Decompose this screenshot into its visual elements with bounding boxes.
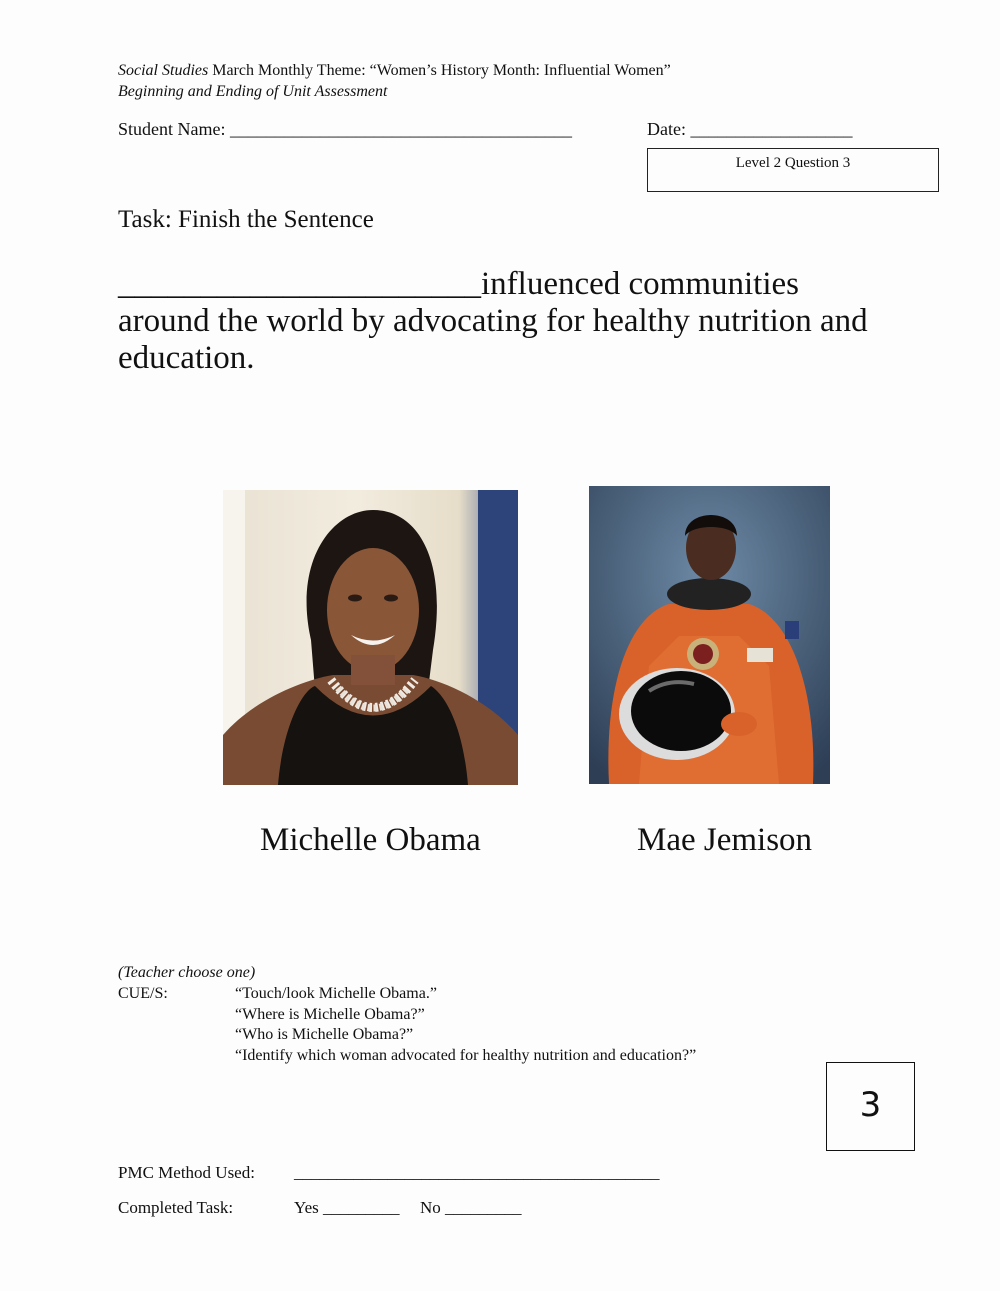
- completed-label: Completed Task:: [118, 1198, 234, 1217]
- cue-item: “Who is Michelle Obama?”: [235, 1026, 414, 1043]
- pmc-field[interactable]: ___________________________________________: [294, 1163, 660, 1182]
- portrait-image: [223, 490, 518, 785]
- portrait-image: [589, 486, 830, 784]
- cue-item: “Touch/look Michelle Obama.”: [235, 985, 437, 1002]
- header-line: [118, 61, 671, 81]
- cue-label: CUE/S:: [118, 985, 168, 1002]
- choice-label-1: Michelle Obama: [260, 822, 481, 858]
- sentence-prompt: [118, 266, 898, 377]
- choice-photo-1[interactable]: [223, 490, 518, 785]
- date-field[interactable]: Date: __________________: [647, 119, 853, 139]
- task-title: Task: Finish the Sentence: [118, 206, 374, 233]
- theme-label: March Monthly Theme: “Women’s History Month: Influential Women”: [208, 62, 671, 79]
- student-name-field[interactable]: Student Name: ______________________________________: [118, 119, 572, 139]
- choice-photo-2[interactable]: [589, 486, 830, 784]
- cue-item: “Identify which woman advocated for healthy nutrition and education?”: [235, 1046, 697, 1064]
- answer-blank[interactable]: ______________________: [118, 266, 481, 302]
- question-number-box: 3: [826, 1062, 915, 1151]
- choice-label-2: Mae Jemison: [637, 822, 813, 858]
- pmc-label: PMC Method Used:: [118, 1163, 255, 1182]
- teacher-instruction: (Teacher choose one): [118, 964, 256, 981]
- assessment-subtitle: Beginning and Ending of Unit Assessment: [118, 83, 388, 100]
- cue-list: [235, 984, 696, 1066]
- cue-item: “Where is Michelle Obama?”: [235, 1005, 425, 1023]
- subject-label: Social Studies: [118, 62, 209, 79]
- level-question-box: Level 2 Question 3: [647, 148, 939, 192]
- no-field[interactable]: No _________: [420, 1198, 522, 1217]
- yes-field[interactable]: Yes _________: [294, 1198, 400, 1217]
- sentence-text: influenced communities around the world by advocating for healthy nutrition and education.: [118, 266, 868, 376]
